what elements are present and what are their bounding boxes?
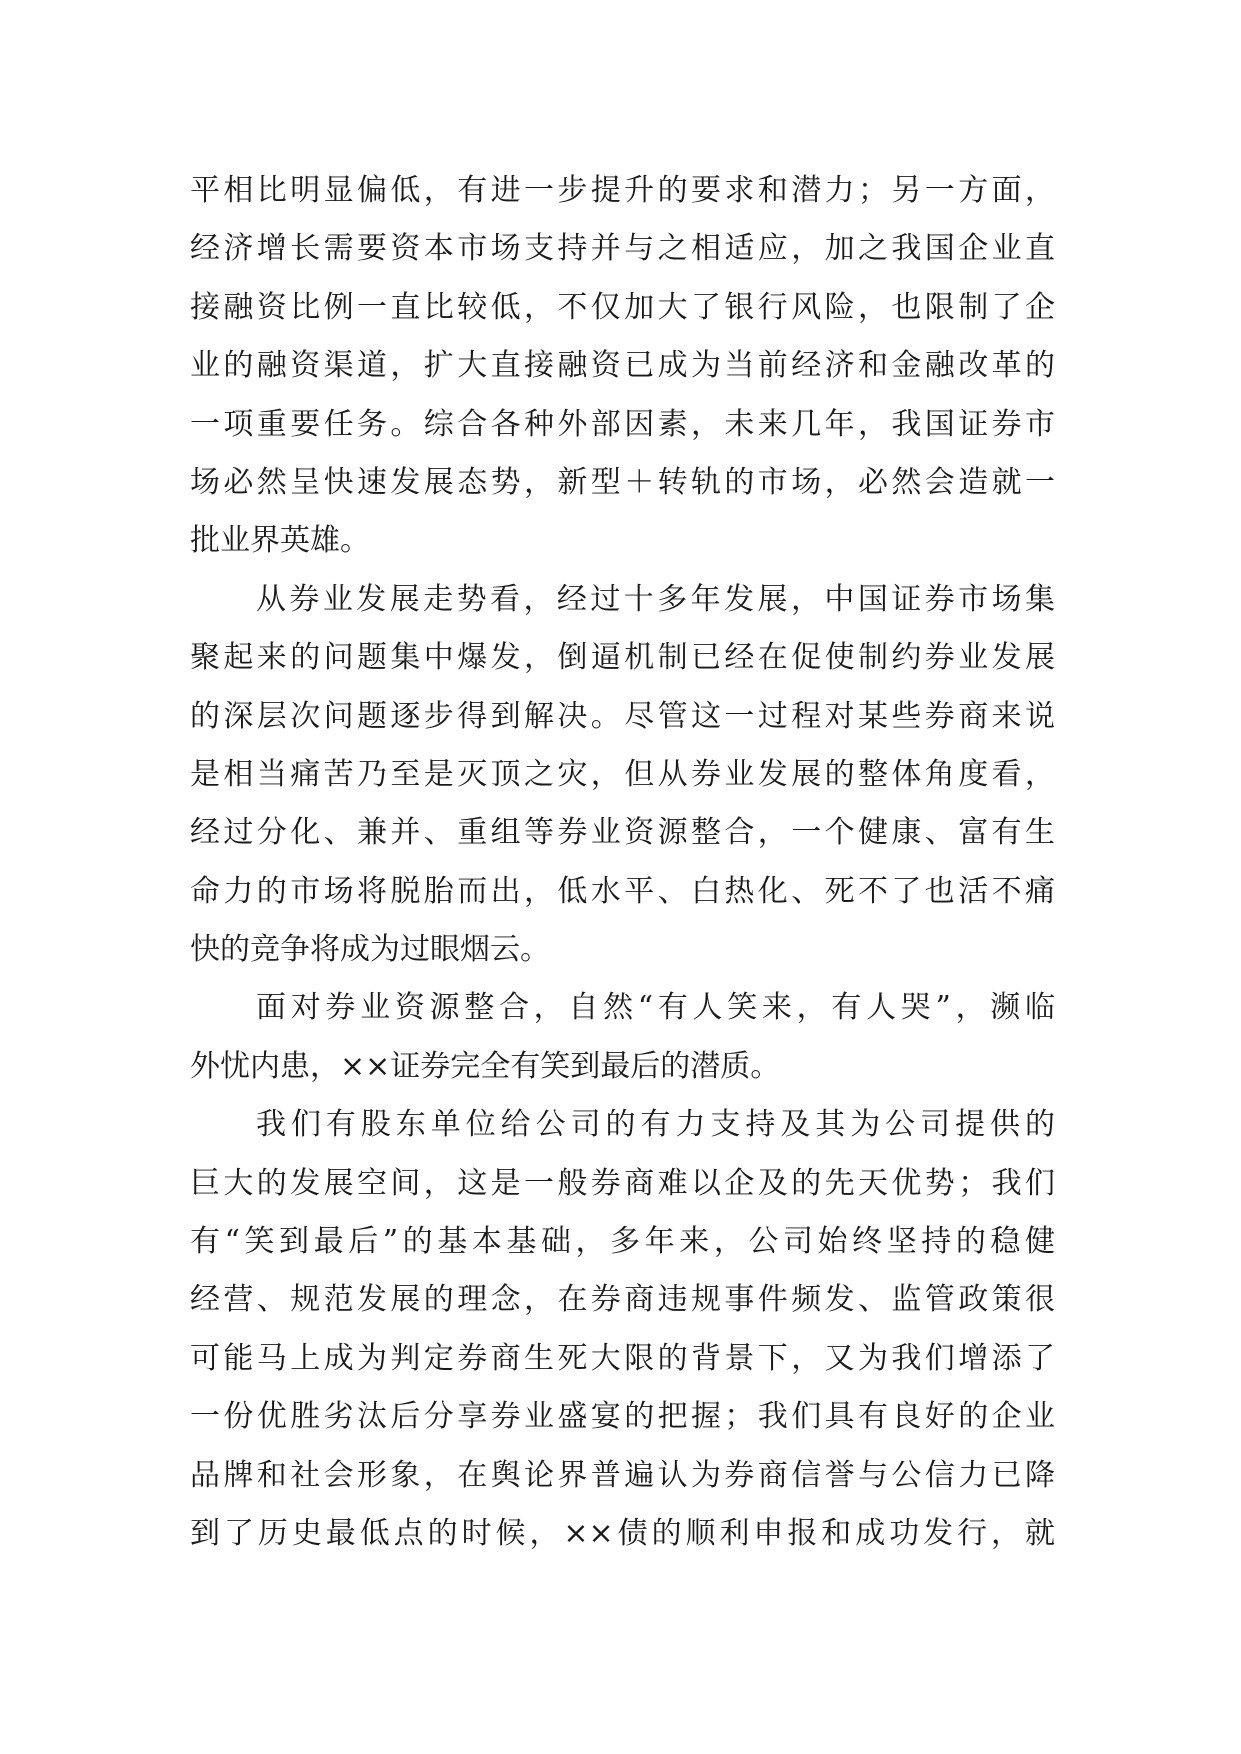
text-line: 是相当痛苦乃至是灭顶之灾，但从券业发展的整体角度看， [190,756,1055,792]
text-line: 业的融资渠道，扩大直接融资已成为当前经济和金融改革的 [190,348,1055,384]
text-line: 一项重要任务。综合各种外部因素，未来几年，我国证券市 [190,406,1055,442]
text-line: 面对券业资源整合，自然“有人笑来，有人哭”，濒临 [256,990,1055,1026]
text-line: 到了历史最低点的时候，××债的顺利申报和成功发行，就 [190,1515,1055,1551]
text-line: 经营、规范发展的理念，在券商违规事件频发、监管政策很 [190,1282,1055,1318]
text-line: 巨大的发展空间，这是一般券商难以企及的先天优势；我们 [190,1165,1055,1201]
text-line: 批业界英雄。 [190,523,370,559]
text-line: 经济增长需要资本市场支持并与之相适应，加之我国企业直 [190,231,1055,267]
text-line: 场必然呈快速发展态势，新型＋转轨的市场，必然会造就一 [190,464,1055,500]
text-line: 的深层次问题逐步得到解决。尽管这一过程对某些券商来说 [190,698,1055,734]
text-line: 接融资比例一直比较低，不仅加大了银行风险，也限制了企 [190,289,1055,325]
text-line: 外忧内患，××证券完全有笑到最后的潜质。 [190,1048,781,1084]
text-line: 平相比明显偏低，有进一步提升的要求和潜力；另一方面， [190,173,1055,208]
text-line: 品牌和社会形象，在舆论界普遍认为券商信誉与公信力已降 [190,1457,1055,1493]
body-text [190,162,1055,1563]
text-line: 一份优胜劣汰后分享券业盛宴的把握；我们具有良好的企业 [190,1399,1055,1435]
text-line: 命力的市场将脱胎而出，低水平、白热化、死不了也活不痛 [190,873,1055,909]
text-line: 可能马上成为判定券商生死大限的背景下，又为我们增添了 [190,1340,1055,1376]
text-line: 快的竞争将成为过眼烟云。 [190,932,550,968]
text-line: 从券业发展走势看，经过十多年发展，中国证券市场集 [256,581,1055,617]
text-line: 聚起来的问题集中爆发，倒逼机制已经在促使制约券业发展 [190,640,1055,676]
text-line: 有“笑到最后”的基本基础，多年来，公司始终坚持的稳健 [190,1224,1055,1260]
text-line: 我们有股东单位给公司的有力支持及其为公司提供的 [256,1107,1055,1143]
text-line: 经过分化、兼并、重组等券业资源整合，一个健康、富有生 [190,815,1055,851]
